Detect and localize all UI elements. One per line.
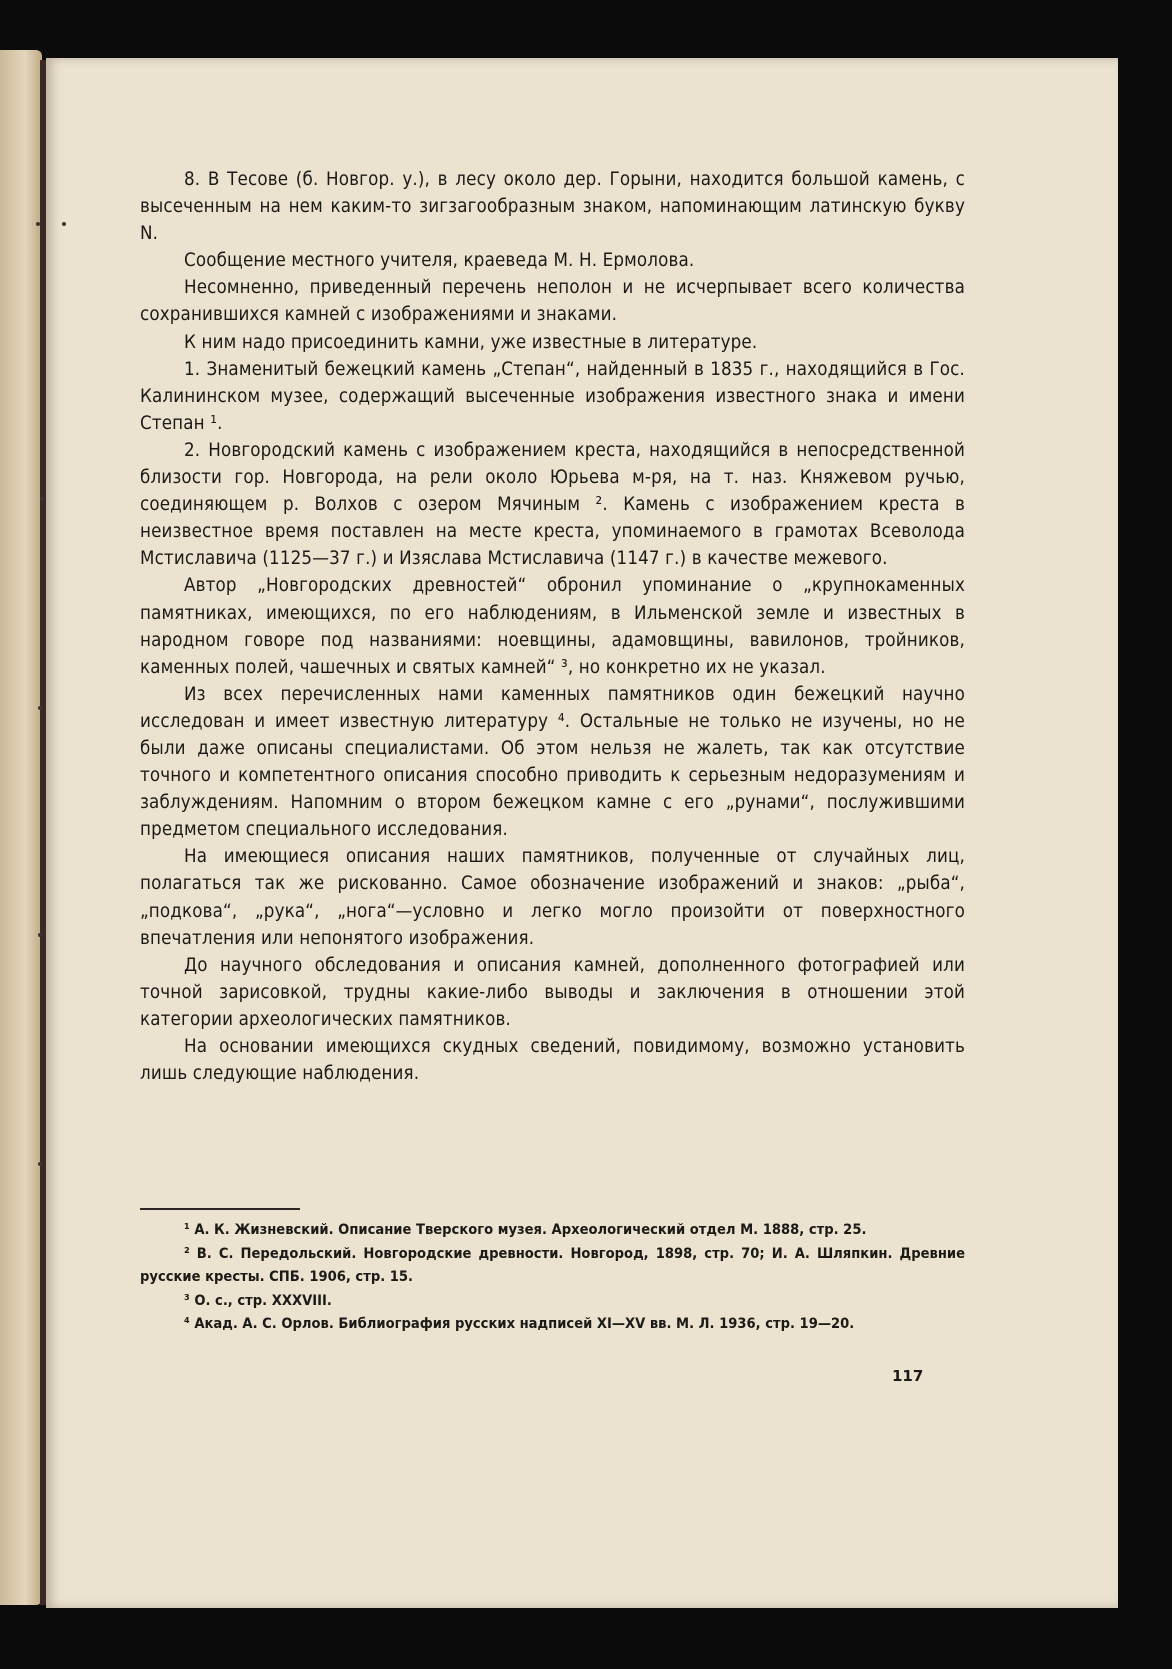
paragraph: 2. Новгородский камень с изображением креста, находящийся в непосредственной близости гор. Новгорода, на рели около Юрьева м-ря, на т. наз. Княжевом ручью, соединяющем р. Волхов с озером Мячиным ². Камень с изображением креста в неизвестное время поставлен на месте креста, упоминаемого в грамотах Всеволода Мстиславича (1125—37 г.) и Изяслава Мстиславича (1147 г.) в качестве межевого. — [140, 439, 965, 570]
paragraph: 8. В Тесове (б. Новгор. у.), в лесу около дер. Горыни, находится большой камень, с высеченным на нем каким-то зигзагообразным знаком, напоминающим латинскую букву N. — [140, 169, 965, 245]
margin-mark — [38, 706, 42, 710]
margin-mark — [38, 933, 42, 937]
paragraph: К ним надо присоединить камни, уже известные в литературе. — [184, 331, 758, 353]
paragraph: На основании имеющихся скудных сведений, повидимому, возможно установить лишь следующие наблюдения. — [140, 1036, 965, 1085]
page-number: 117 — [892, 1367, 924, 1385]
paragraph: Из всех перечисленных нами каменных памятников один бежецкий научно исследован и имеет известную литературу ⁴. Остальные не только не изучены, но не были даже описаны специалистами. Об этом нельзя не жалеть, так как отсутствие точного и компетентного описания способно приводить к серьезным недоразумениям и заблуждениям. Напомним о втором бежецком камне с его „рунами“, послужившими предметом специального исследования. — [140, 683, 965, 841]
left-page-edge — [0, 50, 42, 1605]
footnote: ¹ А. К. Жизневский. Описание Тверского музея. Археологический отдел М. 1888, стр. 25. — [184, 1221, 867, 1238]
margin-mark — [62, 222, 66, 226]
margin-mark — [40, 497, 44, 501]
paragraph: Несомненно, приведенный перечень неполон и не исчерпывает всего количества сохранившихся камней с изображениями и знаками. — [140, 277, 965, 326]
margin-mark — [38, 1162, 42, 1166]
footnote: ⁴ Акад. А. С. Орлов. Библиография русских надписей XI—XV вв. М. Л. 1936, стр. 19—20. — [184, 1315, 855, 1332]
paragraph: Автор „Новгородских древностей“ обронил упоминание о „крупнокаменных памятниках, имеющихся, по его наблюдениям, в Ильменской земле и известных в народном говоре под названиями: ноевщины, адамовщины, вавилонов, тройников, каменных полей, чашечных и святых камней“ ³, но конкретно их не указал. — [140, 575, 965, 678]
paragraph: 1. Знаменитый бежецкий камень „Степан“, найденный в 1835 г., находящийся в Гос. Калининском музее, содержащий высеченные изображения известного знака и имени Степан ¹. — [140, 358, 965, 434]
paragraph: Сообщение местного учителя, краеведа М. Н. Ермолова. — [184, 250, 695, 272]
main-text — [140, 166, 965, 1087]
paragraph: До научного обследования и описания камней, дополненного фотографией или точной зарисовкой, трудны какие-либо выводы и заключения в отношении этой категории археологических памятников. — [140, 954, 965, 1030]
footnote: ² В. С. Передольский. Новгородские древности. Новгород, 1898, стр. 70; И. А. Шляпкин. Древние русские кресты. СПБ. 1906, стр. 15. — [140, 1244, 965, 1285]
footnotes — [140, 1218, 965, 1336]
footnote-divider — [140, 1208, 300, 1210]
paragraph: На имеющиеся описания наших памятников, полученные от случайных лиц, полагаться так же рискованно. Самое обозначение изображений и знаков: „рыба“, „подкова“, „рука“, „нога“—условно и легко могло произойти от поверхностного впечатления или непонятого изображения. — [140, 846, 965, 949]
footnote: ³ О. с., стр. XXXVIII. — [184, 1291, 332, 1309]
margin-mark — [36, 222, 40, 226]
